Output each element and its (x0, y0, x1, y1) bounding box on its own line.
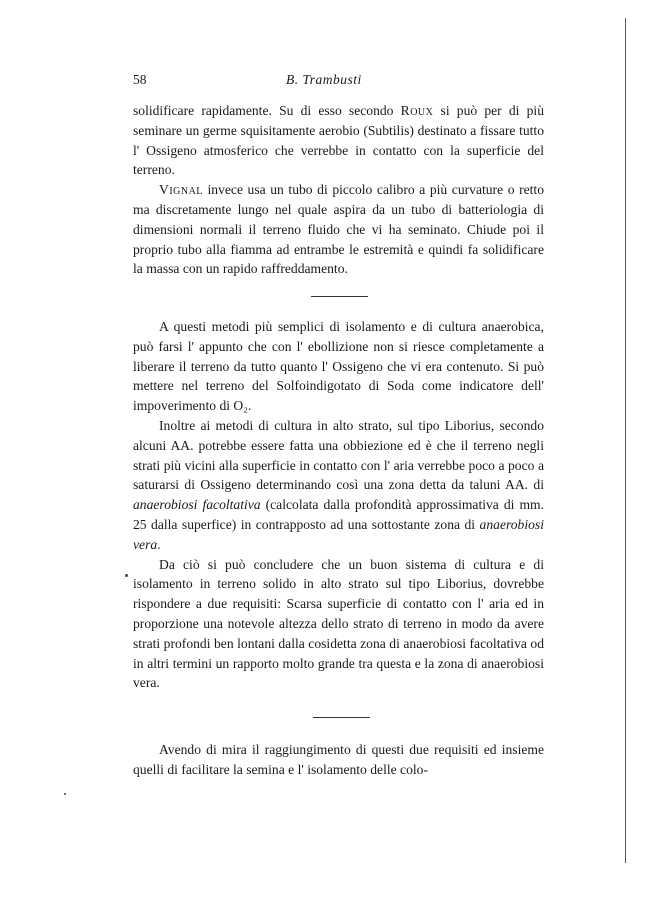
italic-term: anaerobiosi facoltativa (133, 497, 261, 513)
author-name: Roux (400, 103, 434, 118)
italic-term: anaerobiosi vera (133, 516, 544, 552)
print-speck (125, 574, 128, 577)
author-name: Vignal (159, 182, 203, 198)
paragraph (133, 101, 544, 180)
text-run: invece usa un tubo di piccolo calibro a più curvature o retto ma discretamente lungo nel quale aspira da un tubo di batteriologia di dimensioni normali il terreno fluido che vi ha seminato. Chiude poi il proprio tubo alla fiamma ad entrambe le estremità e quindi fa solidificare la massa con un rapido raffreddamento. (133, 182, 544, 277)
running-head: B. Trambusti (286, 72, 362, 87)
print-speck (64, 793, 66, 795)
paragraph: Avendo di mira il raggiungimento di questi due requisiti ed insieme quelli di facilitare la semina e l' isolamento delle colo- (133, 742, 544, 777)
paragraph: Da ciò si può concludere che un buon sistema di cultura e di isolamento in terreno solido in alto strato sul tipo Liborius, dovrebbe rispondere a due requisiti: Scarsa superficie di contatto con l' aria ed in proporzione una notevole altezza dello strato di terreno in modo da avere strati profondi ben lontani dalla cosidetta zona di anaerobiosi facoltativa od in altri termini un rapporto molto grande tra questa e la zona di anaerobiosi vera. (133, 556, 544, 691)
text-block-1 (133, 101, 544, 279)
text-run: Inoltre ai metodi di cultura in alto strato, sul tipo Liborius, secondo alcuni AA. potrebbe essere fatta una obbiezione ed è che il terreno negli strati più vicini alla superficie in contatto con l' aria verrebbe poco a poco a saturarsi di Ossigeno determinando così una zona detta da taluni AA. di (133, 417, 544, 493)
section-divider (311, 296, 368, 297)
text-run: . (157, 536, 161, 552)
section-divider (313, 717, 370, 718)
page-number: 58 (133, 72, 147, 87)
paragraph: A questi metodi più semplici di isolamento e di cultura anaerobica, può farsi l' appunto che con l' ebollizione non si riesce completamente a liberare il terreno da tutto quanto l' Ossigeno che vi era contenuto. Si può mettere nel terreno del Solfoindigotato di Soda come indicatore dell' impoverimento di O₂. (133, 319, 544, 414)
text-run: si può per di più seminare un germe squisitamente aerobio (Subtilis) destinato a fissare tutto l' Ossigeno atmosferico che verrebbe in contatto con la superficie del terreno. (133, 103, 544, 178)
page-header (133, 72, 543, 92)
text-block-2 (133, 317, 544, 693)
text-run: solidificare rapidamente. Su di esso secondo (133, 103, 401, 118)
text-block-3 (133, 740, 544, 780)
margin-line (625, 18, 626, 863)
paragraph (133, 416, 544, 555)
text-run: (calcolata dalla profondità approssimativa di mm. 25 dalla superfice) in contrapposto ad una sottostante zona di (133, 497, 544, 532)
paragraph (133, 180, 544, 279)
